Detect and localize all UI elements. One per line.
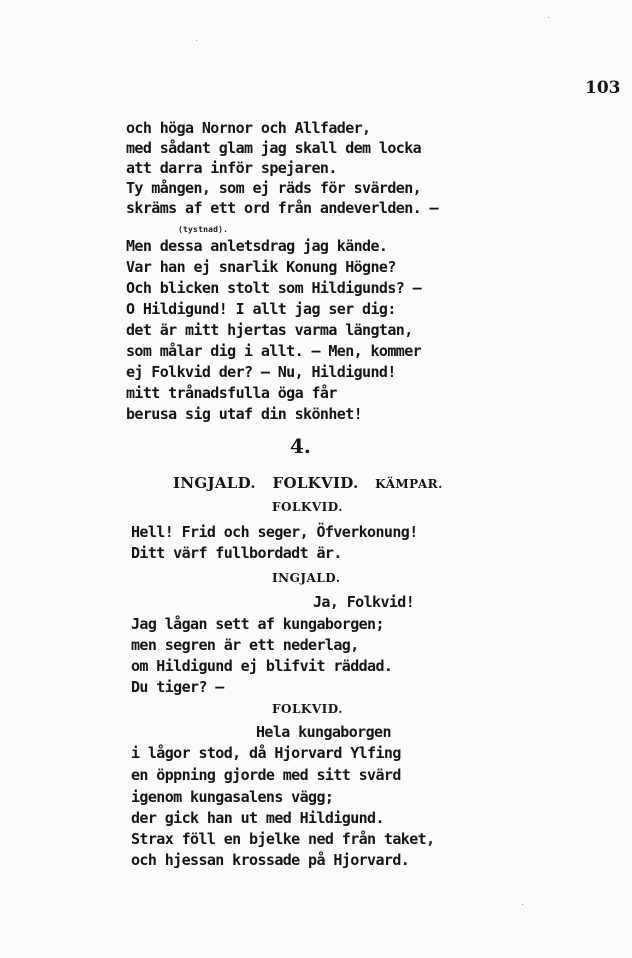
scene-number: 4. xyxy=(290,434,311,458)
verse-line: mitt trånadsfulla öga får xyxy=(126,384,337,402)
scan-speck xyxy=(196,40,197,41)
verse-line: Och blicken stolt som Hildigunds? — xyxy=(126,279,422,297)
scan-speck xyxy=(548,17,549,18)
verse-line: och hjessan krossade på Hjorvard. xyxy=(131,851,410,869)
verse-line: och höga Nornor och Allfader, xyxy=(126,119,371,137)
verse-line: att darra inför spejaren. xyxy=(126,159,337,177)
cast-member: FOLKVID. xyxy=(272,474,359,492)
verse-line: Ditt värf fullbordadt är. xyxy=(131,544,342,562)
verse-line: skräms af ett ord från andeverlden. — xyxy=(126,199,438,217)
verse-line: men segren är ett nederlag, xyxy=(131,636,359,654)
verse-line: med sådant glam jag skall dem locka xyxy=(126,139,422,157)
verse-line: Hell! Frid och seger, Öfverkonung! xyxy=(131,523,418,541)
verse-line: Jag lågan sett af kungaborgen; xyxy=(131,615,384,633)
verse-line: Strax föll en bjelke ned från taket, xyxy=(131,830,435,848)
verse-line: igenom kungasalens vägg; xyxy=(131,788,334,806)
speaker-name: FOLKVID. xyxy=(272,702,343,716)
verse-line: Ja, Folkvid! xyxy=(313,593,415,611)
speaker-name: FOLKVID. xyxy=(272,500,343,514)
page-number: 103 xyxy=(585,78,621,98)
verse-line: Men dessa anletsdrag jag kände. xyxy=(126,237,388,255)
verse-line: i lågor stod, då Hjorvard Ylfing xyxy=(131,744,401,762)
verse-line: det är mitt hjertas varma längtan, xyxy=(126,321,413,339)
speaker-name: INGJALD. xyxy=(272,571,341,585)
verse-line: som målar dig i allt. — Men, kommer xyxy=(126,342,422,360)
verse-line: Du tiger? — xyxy=(131,678,224,696)
cast-list xyxy=(173,474,443,492)
verse-line: Var han ej snarlik Konung Högne? xyxy=(126,258,396,276)
verse-line: Ty mången, som ej räds för svärden, xyxy=(126,179,422,197)
verse-line: der gick han ut med Hildigund. xyxy=(131,809,384,827)
verse-line: om Hildigund ej blifvit räddad. xyxy=(131,657,393,675)
scan-speck xyxy=(522,904,523,905)
verse-line: en öppning gjorde med sitt svärd xyxy=(131,766,401,784)
stage-direction: (tystnad). xyxy=(178,225,229,234)
cast-member: KÄMPAR. xyxy=(375,477,443,491)
verse-line: berusa sig utaf din skönhet! xyxy=(126,405,363,423)
verse-line: Hela kungaborgen xyxy=(256,723,391,741)
verse-line: ej Folkvid der? — Nu, Hildigund! xyxy=(126,363,396,381)
verse-line: O Hildigund! I allt jag ser dig: xyxy=(126,300,396,318)
cast-member: INGJALD. xyxy=(173,474,256,492)
